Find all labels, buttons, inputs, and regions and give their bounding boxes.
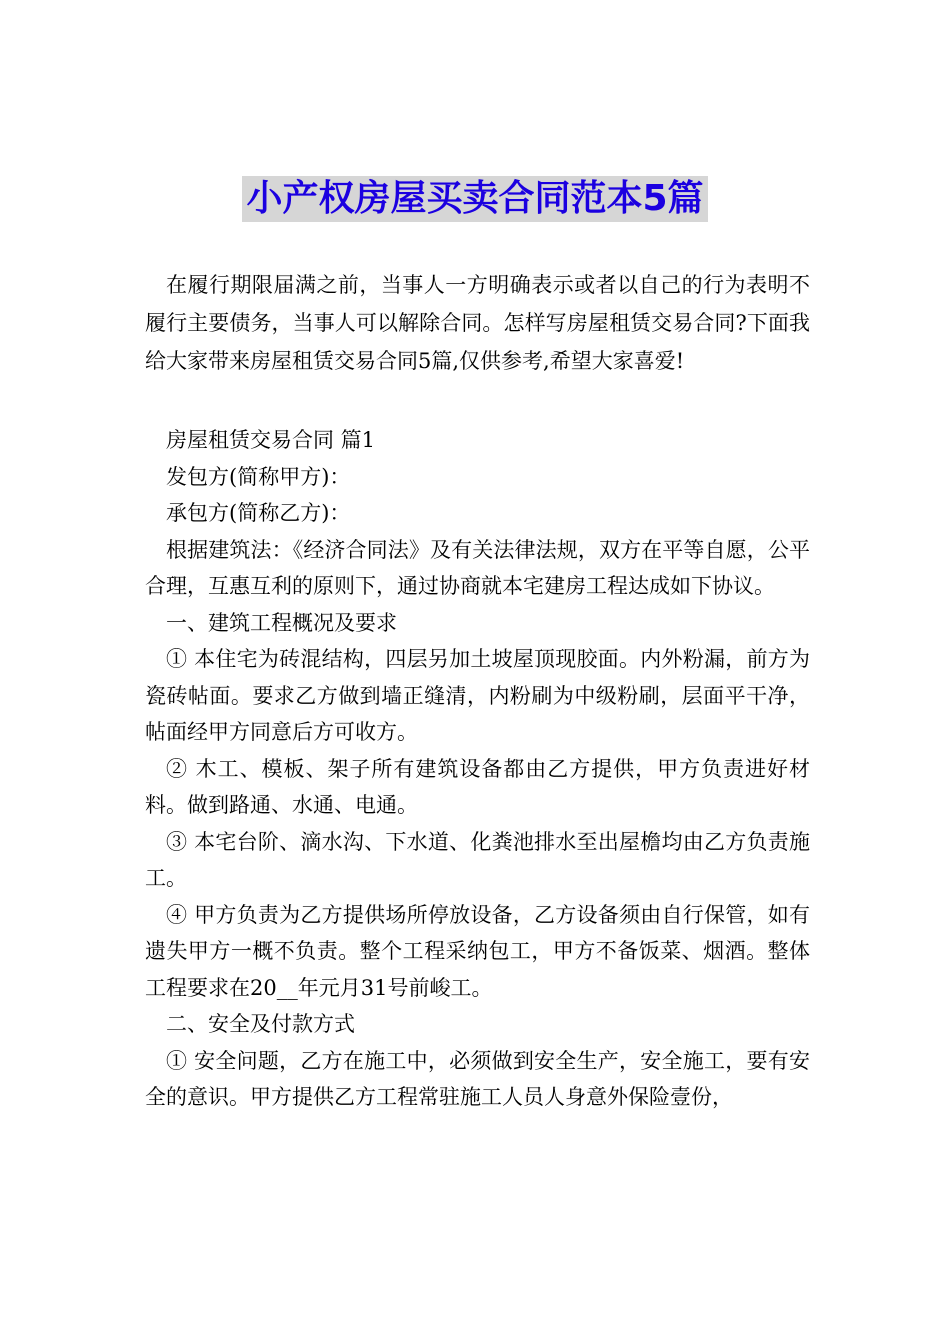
section-heading-safety-payment: 二、安全及付款方式 [166, 1012, 355, 1036]
clause-1-1: ① 本住宅为砖混结构，四层另加土坡屋顶现胶面。内外粉漏，前方为瓷砖帖面。要求乙方做到墙正缝清，内粉刷为中级粉刷，层面平干净，帖面经甲方同意后方可收方。 [145, 647, 810, 744]
party-b-line: 承包方(简称乙方)： [166, 501, 351, 525]
clause-1-3: ③ 本宅台阶、滴水沟、下水道、化粪池排水至出屋檐均由乙方负责施工。 [145, 829, 810, 890]
clause-1-2: ② 木工、模板、架子所有建筑设备都由乙方提供，甲方负责进好材料。做到路通、水通、电通。 [145, 756, 810, 817]
title-container [0, 176, 950, 222]
document-body [145, 266, 810, 1116]
party-a-line: 发包方(简称甲方)： [166, 464, 351, 489]
section-heading-contract-1: 房屋租赁交易合同 篇1 [166, 428, 376, 452]
basis-paragraph: 根据建筑法：《经济合同法》及有关法律法规，双方在平等自愿，公平合理，互惠互利的原则下，通过协商就本宅建房工程达成如下协议。 [145, 537, 810, 598]
intro-paragraph: 在履行期限届满之前，当事人一方明确表示或者以自己的行为表明不履行主要债务，当事人可以解除合同。怎样写房屋租赁交易合同?下面我给大家带来房屋租赁交易合同5篇,仅供参考,希望大家喜爱! [145, 273, 810, 373]
clause-2-1: ① 安全问题，乙方在施工中，必须做到安全生产，安全施工，要有安全的意识。甲方提供乙方工程常驻施工人员人身意外保险壹份， [145, 1048, 810, 1109]
document-title: 小产权房屋买卖合同范本5篇 [242, 176, 707, 222]
clause-1-4: ④ 甲方负责为乙方提供场所停放设备，乙方设备须由自行保管，如有遗失甲方一概不负责。整个工程采纳包工，甲方不备饭菜、烟酒。整体工程要求在20__年元月31号前峻工。 [145, 902, 810, 1000]
section-heading-overview: 一、建筑工程概况及要求 [166, 610, 397, 635]
